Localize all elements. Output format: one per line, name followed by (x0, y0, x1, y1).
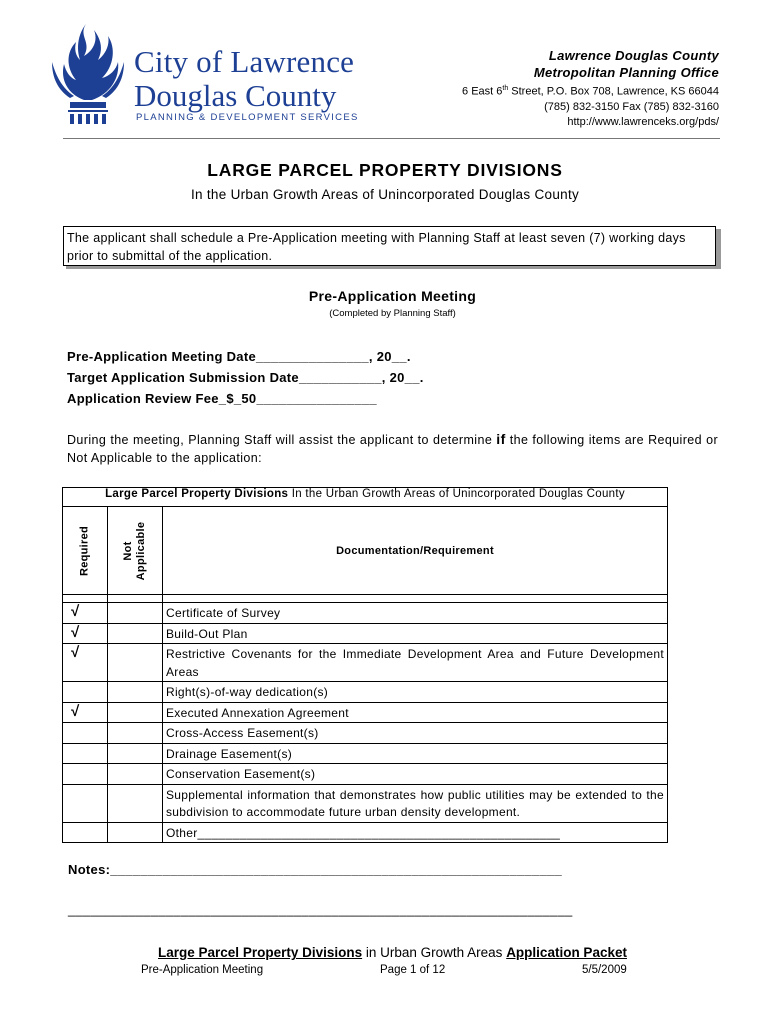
footer-title-part1: Large Parcel Property Divisions (158, 945, 363, 960)
footer-date: 5/5/2009 (582, 964, 627, 976)
office-street (462, 81, 719, 100)
not-applicable-checkbox-cell[interactable] (108, 682, 163, 703)
notice-box: The applicant shall schedule a Pre-Application meeting with Planning Staff at least seven (7) working days prior to submittal of the application. (63, 226, 716, 266)
footer-page-number: Page 1 of 12 (380, 964, 446, 976)
table-row (63, 723, 668, 744)
during-meeting-text (67, 430, 718, 467)
requirement-item-text: Right(s)-of-way dedication(s) (163, 682, 668, 703)
logo-city-text: City of Lawrence (134, 44, 355, 79)
not-applicable-checkbox-cell[interactable] (108, 644, 163, 682)
requirements-table (62, 487, 668, 843)
requirement-item-text: Drainage Easement(s) (163, 743, 668, 764)
required-checkbox-cell[interactable]: √ (63, 702, 108, 723)
not-applicable-checkbox-cell[interactable] (108, 623, 163, 644)
requirement-item-text: Certificate of Survey (163, 603, 668, 624)
during-text-before: During the meeting, Planning Staff will assist the applicant to determine (67, 433, 497, 447)
required-checkbox-cell[interactable] (63, 682, 108, 703)
during-text-after: the following items are Required or Not Applicable to the application: (67, 433, 719, 465)
column-header-documentation: Documentation/Requirement (163, 507, 668, 595)
required-header-text: Required (78, 525, 91, 576)
table-row (63, 644, 668, 682)
not-applicable-checkbox-cell[interactable] (108, 603, 163, 624)
office-address-block (462, 47, 719, 130)
table-row (63, 764, 668, 785)
requirement-item-text: Supplemental information that demonstrates how public utilities may be extended to the subdivision to accommodate future urban density development. (163, 784, 668, 822)
address-post: Street, P.O. Box 708, Lawrence, KS 66044 (508, 85, 719, 98)
logo-department-text: PLANNING & DEVELOPMENT SERVICES (136, 112, 359, 123)
not-applicable-checkbox-cell[interactable] (108, 822, 163, 843)
na-header-line1: Not (122, 540, 134, 561)
table-caption-bold: Large Parcel Property Divisions (105, 488, 289, 500)
not-applicable-header-text (122, 521, 148, 580)
requirement-item-text: Restrictive Covenants for the Immediate Development Area and Future Development Areas (163, 644, 668, 682)
footer-title-part3: Application Packet (506, 945, 627, 960)
requirement-item-text: Build-Out Plan (163, 623, 668, 644)
page-subtitle: In the Urban Growth Areas of Unincorporated Douglas County (190, 187, 580, 202)
table-row (63, 702, 668, 723)
na-header-line2: Applicable (135, 521, 147, 580)
pre-application-subheading: (Completed by Planning Staff) (329, 308, 456, 319)
office-name-2: Metropolitan Planning Office (533, 65, 719, 80)
table-row (63, 784, 668, 822)
column-header-required (63, 507, 108, 595)
requirement-item-text: Conservation Easement(s) (163, 764, 668, 785)
header-rule (63, 138, 720, 139)
pre-application-fields (67, 346, 424, 409)
address-sup: th (502, 85, 509, 92)
table-caption (63, 488, 668, 507)
not-applicable-checkbox-cell[interactable] (108, 764, 163, 785)
submission-date-field[interactable]: Target Application Submission Date___________, 20__. (67, 370, 424, 385)
meeting-date-field[interactable]: Pre-Application Meeting Date_______________, 20__. (67, 349, 411, 364)
logo-county-text: Douglas County (134, 78, 337, 113)
table-row (63, 682, 668, 703)
column-header-not-applicable (108, 507, 163, 595)
pre-application-heading: Pre-Application Meeting (308, 288, 477, 304)
notes-underline-1: ____________________________________________________________ (110, 862, 563, 877)
required-checkbox-cell[interactable] (63, 723, 108, 744)
requirement-item-text: Cross-Access Easement(s) (163, 723, 668, 744)
not-applicable-checkbox-cell[interactable] (108, 743, 163, 764)
address-pre: 6 East 6 (462, 85, 503, 98)
table-caption-rest: In the Urban Growth Areas of Unincorporated Douglas County (288, 488, 625, 500)
required-checkbox-cell[interactable]: √ (63, 623, 108, 644)
table-row (63, 822, 668, 843)
notes-line-2[interactable]: ___________________________________________________________________ (68, 902, 573, 917)
spacer-cell (108, 595, 163, 603)
required-checkbox-cell[interactable] (63, 764, 108, 785)
office-url: http://www.lawrenceks.org/pds/ (567, 115, 719, 128)
table-spacer-row (63, 595, 668, 603)
not-applicable-checkbox-cell[interactable] (108, 702, 163, 723)
table-row (63, 603, 668, 624)
required-checkbox-cell[interactable]: √ (63, 603, 108, 624)
spacer-cell (63, 595, 108, 603)
required-checkbox-cell[interactable] (63, 743, 108, 764)
spacer-cell (163, 595, 668, 603)
table-row (63, 743, 668, 764)
table-row (63, 623, 668, 644)
not-applicable-checkbox-cell[interactable] (108, 723, 163, 744)
office-phone: (785) 832-3150 Fax (785) 832-3160 (544, 100, 719, 113)
requirement-item-text: Other____________________________________________________ (163, 822, 668, 843)
required-checkbox-cell[interactable] (63, 822, 108, 843)
footer-title (0, 945, 770, 960)
notes-label: Notes: (68, 862, 111, 877)
review-fee-field[interactable]: Application Review Fee_$_50________________ (67, 391, 377, 406)
required-checkbox-cell[interactable]: √ (63, 644, 108, 682)
notes-line-1[interactable] (68, 862, 562, 877)
requirement-item-text: Executed Annexation Agreement (163, 702, 668, 723)
not-applicable-checkbox-cell[interactable] (108, 784, 163, 822)
requirements-rows (63, 603, 668, 843)
page-title: LARGE PARCEL PROPERTY DIVISIONS (207, 160, 563, 180)
office-name-1: Lawrence Douglas County (548, 48, 719, 63)
required-checkbox-cell[interactable] (63, 784, 108, 822)
during-text-if: if (496, 431, 506, 447)
footer-title-part2: in Urban Growth Areas (362, 945, 507, 960)
city-logo-flame-icon (48, 22, 128, 126)
footer-section: Pre-Application Meeting (141, 964, 264, 976)
